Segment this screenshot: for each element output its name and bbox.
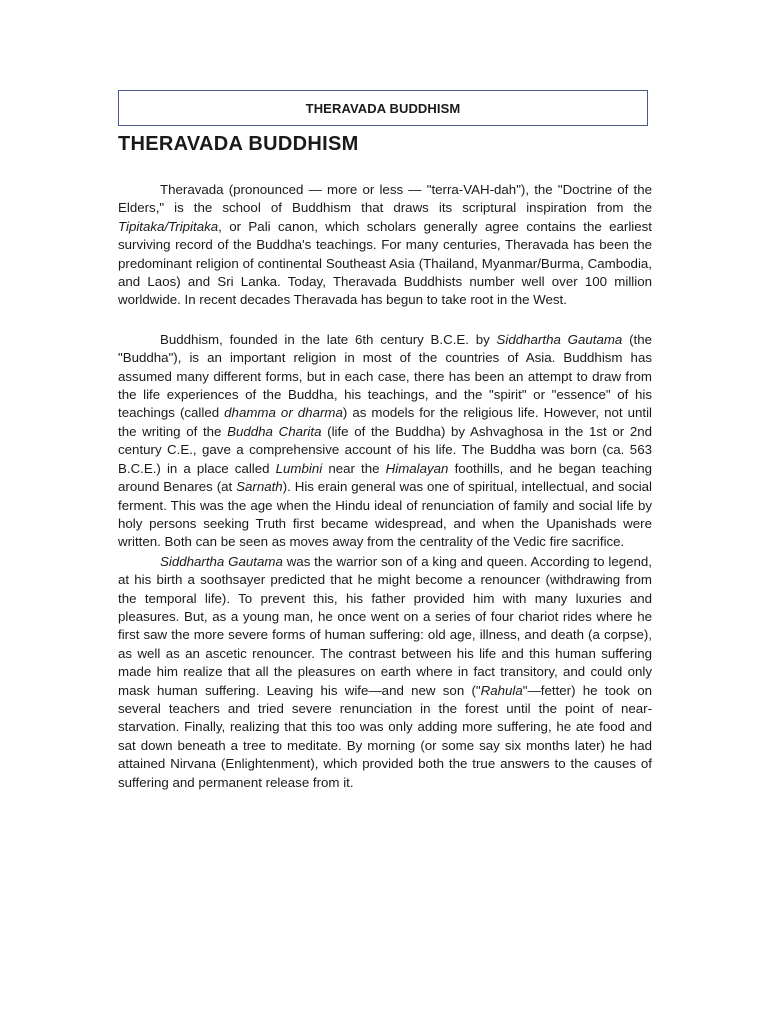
text-run: , or Pali canon, which scholars generally agree contains the earliest surviving record of the Buddha's teachings. For many centuries, Theravada has been the predominant religion of continental Southeast Asia (Thailand, Myanmar/Burma, Cambodia, and Laos) and Sri Lanka. Today, Theravada Buddhists number well over 100 million worldwide. In recent decades Theravada has begun to take root in the West.	[118, 218, 652, 308]
text-run: Buddhism, founded in the late 6th century B.C.E. by	[160, 331, 497, 347]
page-title: THERAVADA BUDDHISM	[118, 133, 359, 155]
text-run: ). His erain general was one of spiritual, intellectual, and social ferment. This was the age when the Hindu ideal of renunciation of family and social life by holy persons seeking Truth first became widespread, and when the Upanishads were written. Both can be seen as moves away from the centrality of the Vedic fire sacrifice.	[118, 479, 652, 550]
text-run: "—fetter) he took on several teachers and tried severe renunciation in the forest until the point of near-starvation. Finally, realizing that this too was only adding more suffering, he ate food and sat down beneath a tree to meditate. By morning (or some say six months later) he had attained Nirvana (Enlightenment), which provided both the true answers to the causes of suffering and permanent release from it.	[118, 682, 652, 790]
text-run: was the warrior son of a king and queen. According to legend, at his birth a soothsayer predicted that he might become a renouncer (withdrawing from the temporal life). To prevent this, his father provided him with many luxuries and pleasures. But, as a young man, he once went on a series of four chariot rides where he first saw the more severe forms of human suffering: old age, illness, and death (a corpse), as well as an ascetic renouncer. The contrast between his life and this human suffering made him realize that all the pleasures on earth where in fact transitory, and could only mask human suffering. Leaving his wife—and new son ("	[118, 553, 652, 698]
document-body	[118, 181, 652, 792]
paragraph-theravada-intro	[118, 181, 652, 310]
emphasis-text: Himalayan	[385, 460, 449, 476]
emphasis-text: Rahula	[480, 682, 523, 698]
text-run: near the	[322, 460, 386, 476]
text-run: Theravada (pronounced — more or less — "terra-VAH-dah"), the "Doctrine of the Elders," is the school of Buddhism that draws its scriptural inspiration from the	[118, 182, 652, 216]
header-title-box	[118, 90, 648, 126]
text-run: (life of the Buddha) by Ashvaghosa in the 1st or 2nd century C.E., gave a comprehensive account of his life. The Buddha was born (ca. 563 B.C.E.) in a place called	[118, 423, 653, 476]
emphasis-text: Buddha Charita	[227, 423, 322, 439]
paragraph-buddhism-founding	[118, 331, 652, 552]
emphasis-text: dhamma or dharma	[224, 405, 343, 421]
text-run: (the "Buddha"), is an important religion in most of the countries of Asia. Buddhism has assumed many different forms, but in each case, there has been an attempt to draw from the life experiences of the Buddha, his teachings, and the "spirit" or "essence" of his teachings (called	[118, 331, 652, 421]
emphasis-text: Siddhartha Gautama	[160, 553, 283, 569]
emphasis-text: Lumbini	[275, 460, 323, 476]
emphasis-text: Siddhartha Gautama	[496, 331, 623, 347]
text-run: ) as models for the religious life. However, not until the writing of the	[118, 405, 652, 439]
text-run: foothills, and he began teaching around Benares (at	[118, 460, 652, 495]
header-title: THERAVADA BUDDHISM	[305, 100, 461, 116]
paragraph-siddhartha-life	[118, 553, 652, 792]
emphasis-text: Tipitaka/Tripitaka	[118, 218, 219, 234]
emphasis-text: Sarnath	[236, 479, 283, 495]
